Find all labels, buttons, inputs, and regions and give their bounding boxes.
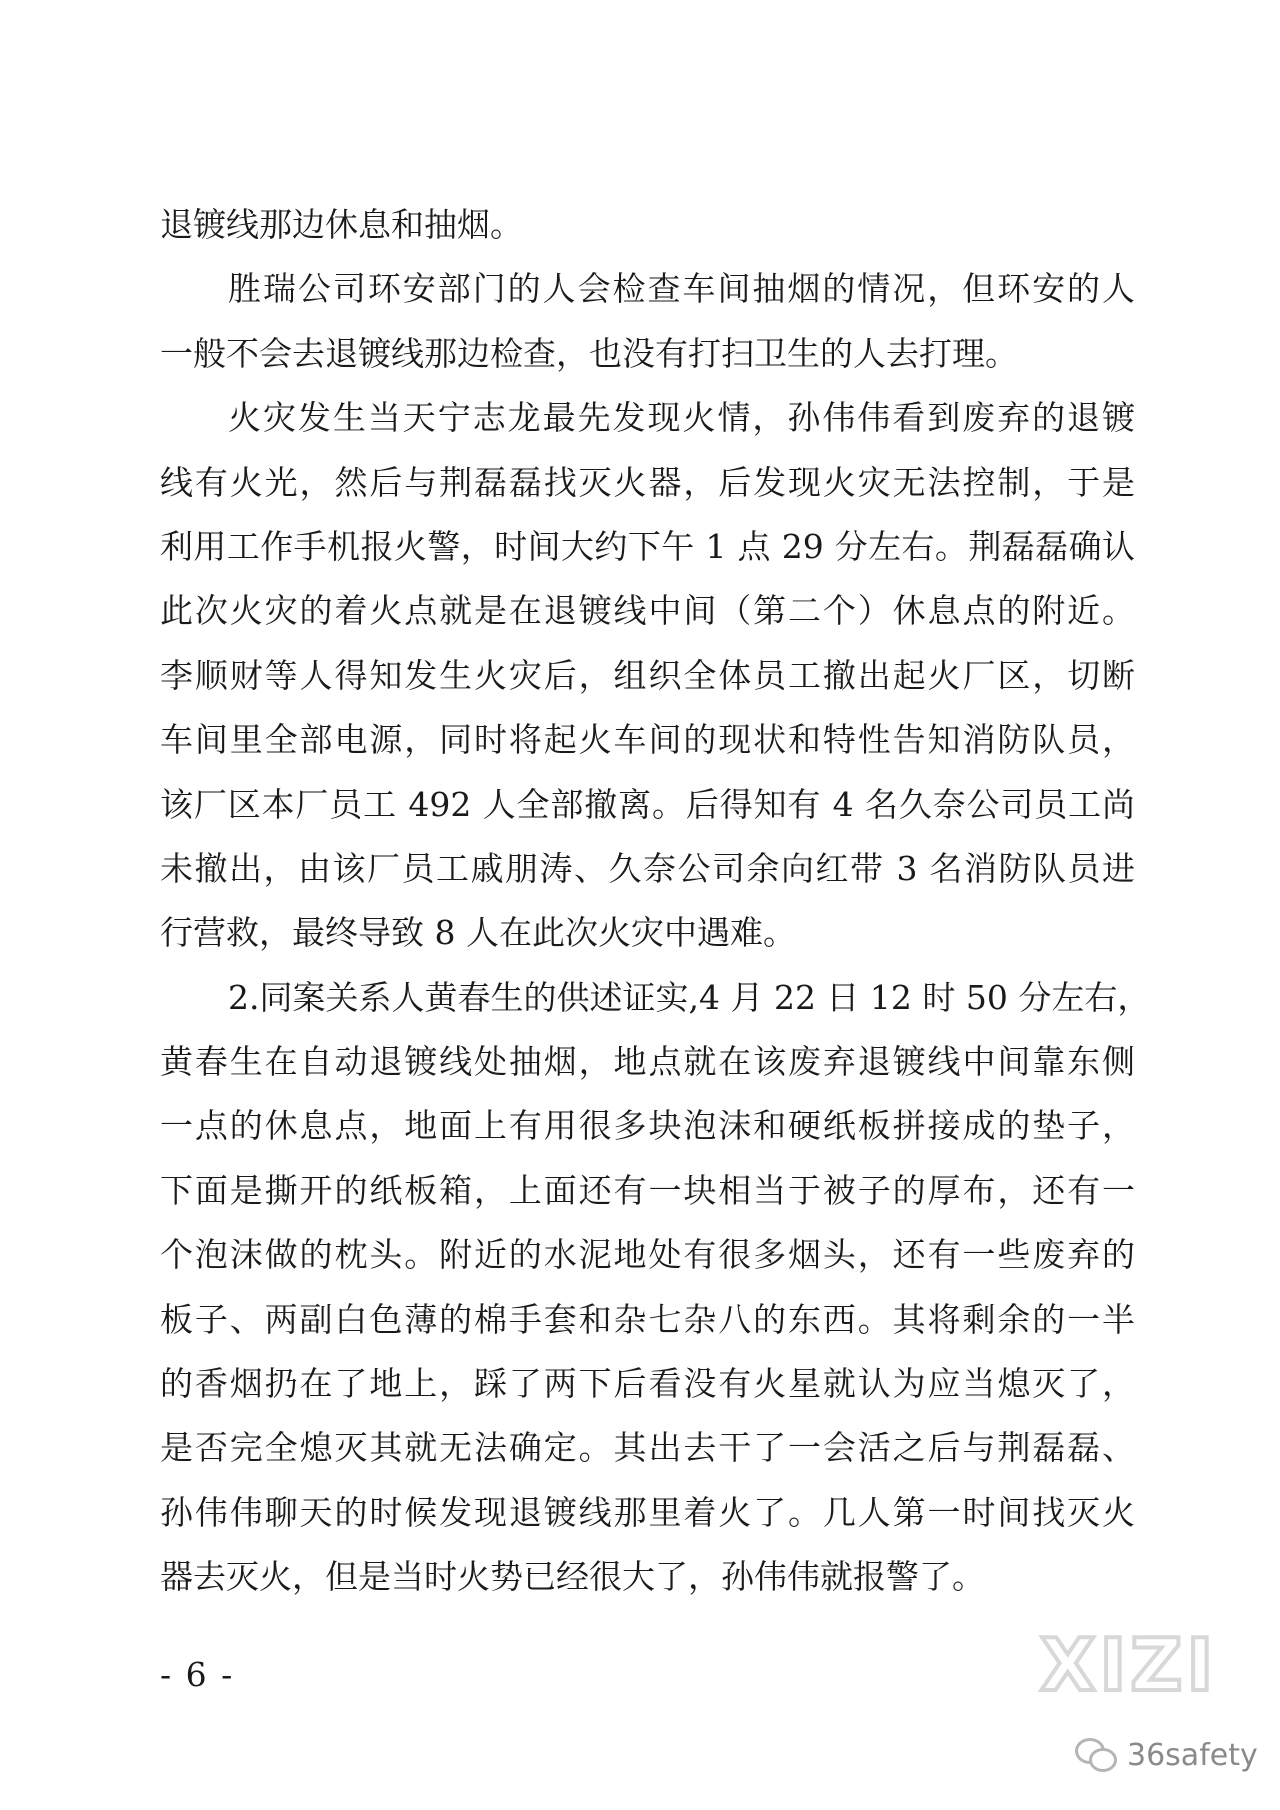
text-line: 孙伟伟聊天的时候发现退镀线那里着火了。几人第一时间找灭火: [160, 1492, 1135, 1532]
text-line: 一般不会去退镀线那边检查，也没有打扫卫生的人去打理。: [160, 333, 1018, 373]
text-line: 下面是撕开的纸板箱，上面还有一块相当于被子的厚布，还有一: [160, 1170, 1135, 1210]
text-line: 黄春生在自动退镀线处抽烟，地点就在该废弃退镀线中间靠东侧: [160, 1042, 1135, 1082]
text-line: 的香烟扔在了地上，踩了两下后看没有火星就认为应当熄灭了，: [160, 1364, 1135, 1404]
text-line: 行营救，最终导致 8 人在此次火灾中遇难。: [160, 913, 796, 953]
text-line: 是否完全熄灭其就无法确定。其出去干了一会活之后与荆磊磊、: [160, 1428, 1135, 1468]
text-line: 一点的休息点，地面上有用很多块泡沫和硬纸板拼接成的垫子，: [160, 1106, 1135, 1146]
text-line: 利用工作手机报火警，时间大约下午 1 点 29 分左右。荆磊磊确认: [160, 526, 1135, 566]
text-line: 胜瑞公司环安部门的人会检查车间抽烟的情况，但环安的人: [228, 269, 1135, 309]
text-line: 李顺财等人得知发生火灾后，组织全体员工撤出起火厂区，切断: [160, 655, 1135, 695]
text-line: 器去灭火，但是当时火势已经很大了，孙伟伟就报警了。: [160, 1557, 985, 1597]
text-line: 退镀线那边休息和抽烟。: [160, 205, 523, 244]
text-line: 此次火灾的着火点就是在退镀线中间（第二个）休息点的附近。: [160, 591, 1135, 631]
text-line: 车间里全部电源，同时将起火车间的现状和特性告知消防队员，: [160, 720, 1135, 760]
wechat-icon: [1075, 1738, 1117, 1772]
watermark-logo: XIZI: [1040, 1623, 1218, 1707]
source-tag: [1075, 1730, 1258, 1780]
page-number: - 6 -: [160, 1655, 235, 1694]
text-line: 该厂区本厂员工 492 人全部撤离。后得知有 4 名久奈公司员工尚: [160, 784, 1135, 824]
text-line: 火灾发生当天宁志龙最先发现火情，孙伟伟看到废弃的退镀: [228, 398, 1135, 438]
source-name: 36safety: [1127, 1737, 1258, 1773]
text-line: 2.同案关系人黄春生的供述证实,4 月 22 日 12 时 50 分左右，: [228, 977, 1151, 1017]
text-line: 未撤出，由该厂员工戚朋涛、久奈公司余向红带 3 名消防队员进: [160, 848, 1135, 888]
body-text: [160, 193, 1151, 1610]
text-line: 线有火光，然后与荆磊磊找灭火器，后发现火灾无法控制，于是: [160, 462, 1135, 502]
text-line: 板子、两副白色薄的棉手套和杂七杂八的东西。其将剩余的一半: [160, 1299, 1135, 1339]
text-line: 个泡沫做的枕头。附近的水泥地处有很多烟头，还有一些废弃的: [160, 1235, 1135, 1275]
